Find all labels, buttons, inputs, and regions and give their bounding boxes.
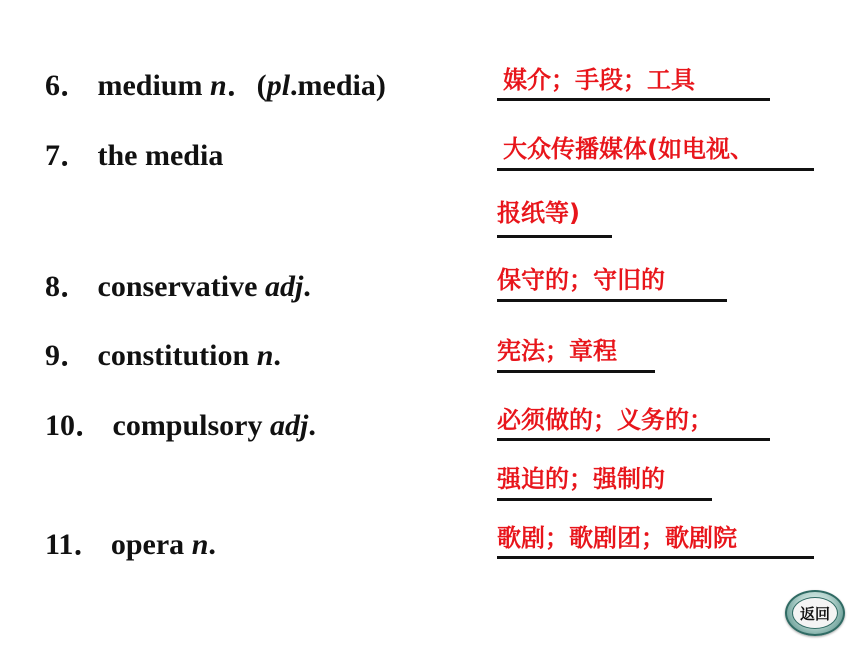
- answer-underline: [497, 299, 727, 302]
- answer-underline: [497, 370, 655, 373]
- answer-underline: [497, 235, 612, 238]
- punctuation: .: [273, 339, 281, 372]
- answer-10-line-2: 强迫的；强制的: [497, 465, 665, 493]
- answer-underline: [497, 168, 814, 171]
- answer-10-line-1: 必须做的；义务的；: [497, 406, 713, 434]
- plural-form: .media): [290, 69, 386, 102]
- answer-6: 媒介；手段；工具: [503, 66, 695, 94]
- vocab-term-7: [45, 141, 223, 171]
- back-button-label: 返回: [792, 597, 838, 629]
- vocab-word: compulsory: [112, 409, 263, 442]
- part-of-speech: n: [256, 339, 274, 372]
- answer-underline: [497, 498, 712, 501]
- part-of-speech: n: [210, 69, 227, 102]
- item-number: 11．: [45, 528, 104, 561]
- punctuation: .: [303, 270, 311, 303]
- vocab-word: the media: [97, 139, 224, 172]
- punctuation: .: [308, 409, 316, 442]
- vocab-term-8: [45, 272, 311, 302]
- vocab-term-10: [45, 411, 316, 441]
- punctuation: .: [208, 528, 216, 561]
- part-of-speech: adj: [264, 270, 304, 303]
- vocab-word: medium: [97, 69, 203, 102]
- answer-7-line-2: 报纸等): [497, 199, 580, 227]
- vocab-word: conservative: [97, 270, 258, 303]
- item-number: 7．: [45, 139, 90, 172]
- item-number: 10．: [45, 409, 105, 442]
- plural-marker: pl: [266, 69, 291, 102]
- back-button[interactable]: [785, 590, 845, 636]
- answer-underline: [497, 438, 770, 441]
- item-number: 8．: [45, 270, 90, 303]
- punctuation: ．(: [226, 69, 267, 102]
- vocab-term-11: [45, 530, 216, 560]
- answer-11: 歌剧；歌剧团；歌剧院: [497, 524, 737, 552]
- answer-8: 保守的；守旧的: [497, 266, 665, 294]
- item-number: 6．: [45, 69, 90, 102]
- answer-7-line-1: 大众传播媒体(如电视、: [503, 135, 754, 163]
- item-number: 9．: [45, 339, 90, 372]
- part-of-speech: n: [191, 528, 209, 561]
- answer-underline: [497, 556, 814, 559]
- answer-underline: [497, 98, 770, 101]
- answer-9: 宪法；章程: [497, 337, 617, 365]
- vocab-term-9: [45, 341, 281, 371]
- vocab-term-6: [45, 71, 386, 101]
- vocab-word: opera: [110, 528, 185, 561]
- part-of-speech: adj: [270, 409, 309, 442]
- vocab-word: constitution: [97, 339, 250, 372]
